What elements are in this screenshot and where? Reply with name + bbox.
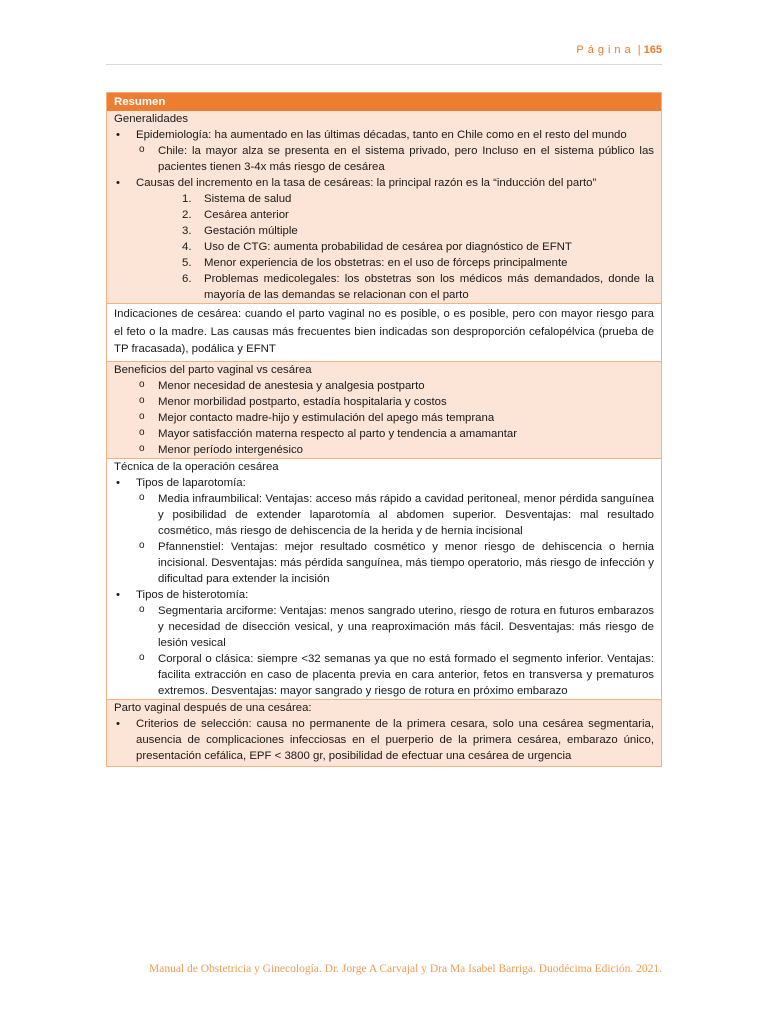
indicaciones-section xyxy=(107,303,661,361)
beneficio-item: o Mejor contacto madre-hijo y estimulación del apego más temprana xyxy=(114,410,654,426)
page-number: 165 xyxy=(643,44,662,56)
causa-4: 4. Uso de CTG: aumenta probabilidad de cesárea por diagnóstico de EFNT xyxy=(182,241,572,253)
beneficio-item: o Mayor satisfacción materna respecto al parto y tendencia a amamantar xyxy=(114,426,654,442)
page-footer: Manual de Obstetricia y Ginecología. Dr. Jorge A Carvajal y Dra Ma Isabel Barriga. Duodécima Edición. 2021. xyxy=(149,963,662,975)
laparotomia-type: o Pfannenstiel: Ventajas: mejor resultado cosmético y menor riesgo de dehiscencia o hernia incisional. Desventajas: más pérdida sanguínea, más tiempo operatorio, más riesgo de infección y dificultad para extender la incisión xyxy=(114,539,654,587)
laparotomia-item: • Tipos de laparotomía: xyxy=(114,475,654,491)
histerotomia-type: o Corporal o clásica: siempre <32 semanas ya que no está formado el segmento inferior. Ventajas: facilita extracción en caso de placenta previa en cara anterior, fetos en transversa y prematuros extremos. Desventajas: mayor sangrado y riesgo de rotura en próximo embarazo xyxy=(114,651,654,699)
criterios-item: • Criterios de selección: causa no permanente de la primera cesara, solo una cesárea segmentaria, ausencia de complicaciones infecciosas en el puerperio de la primera cesárea, embarazo único, presentación cefálica, EPF < 3800 gr, posibilidad de efectuar una cesárea de urgencia xyxy=(114,716,654,764)
beneficio-item: o Menor necesidad de anestesia y analgesia postparto xyxy=(114,378,654,394)
generalidades-section xyxy=(107,111,661,303)
summary-table xyxy=(106,92,662,767)
causa-5: 5. Menor experiencia de los obstetras: en el uso de fórceps principalmente xyxy=(182,257,568,269)
histerotomia-item: • Tipos de histerotomía: xyxy=(114,587,654,603)
page-word: Página xyxy=(576,44,635,56)
epidemiologia-item: • Epidemiología: ha aumentado en las últimas décadas, tanto en Chile como en el resto del mundo xyxy=(114,127,654,143)
parto-vaginal-section xyxy=(107,699,661,766)
causa-6: 6. Problemas medicolegales: los obstetras son los médicos más demandados, donde la mayoría de las demandas se relacionan con el parto xyxy=(182,273,654,301)
histerotomia-type: o Segmentaria arciforme: Ventajas: menos sangrado uterino, riesgo de rotura en futuros embarazos y necesidad de disección vesical, y una reaproximación más fácil. Desventajas: más riesgo de lesión vesical xyxy=(114,603,654,651)
causa-3: 3. Gestación múltiple xyxy=(182,225,298,237)
beneficio-item: o Menor morbilidad postparto, estadía hospitalaria y costos xyxy=(114,394,654,410)
tecnica-heading: Técnica de la operación cesárea xyxy=(114,460,279,473)
page-header xyxy=(106,44,662,65)
generalidades-heading: Generalidades xyxy=(114,113,189,125)
causa-2: 2. Cesárea anterior xyxy=(182,209,289,221)
beneficios-heading: Beneficios del parto vaginal vs cesárea xyxy=(114,363,312,376)
parto-heading: Parto vaginal después de una cesárea: xyxy=(114,701,312,714)
beneficio-item: o Menor período intergenésico xyxy=(114,442,654,458)
indicaciones-text: Indicaciones de cesárea: cuando el parto vaginal no es posible, o es posible, pero con mayor riesgo para el feto o la madre. Las causas más frecuentes bien indicadas son desproporción cefalopélvica (prueba de TP fracasada), podálica y EFNT xyxy=(114,308,654,355)
tecnica-section xyxy=(107,458,661,699)
causa-1: 1. Sistema de salud xyxy=(182,193,292,205)
page-separator: | xyxy=(637,44,641,56)
summary-title: Resumen xyxy=(107,93,661,111)
chile-item: o Chile: la mayor alza se presenta en el sistema privado, pero Incluso en el sistema público las pacientes tienen 3-4x más riesgo de cesárea xyxy=(114,143,654,175)
beneficios-section xyxy=(107,361,661,458)
causas-item: • Causas del incremento en la tasa de cesáreas: la principal razón es la “inducción del parto” xyxy=(114,175,654,191)
laparotomia-type: o Media infraumbilical: Ventajas: acceso más rápido a cavidad peritoneal, menor pérdida sanguínea y posibilidad de extender laparotomía al abdomen superior. Desventajas: mal resultado cosmético, más riesgo de dehiscencia de la herida y de hernia incisional xyxy=(114,491,654,539)
